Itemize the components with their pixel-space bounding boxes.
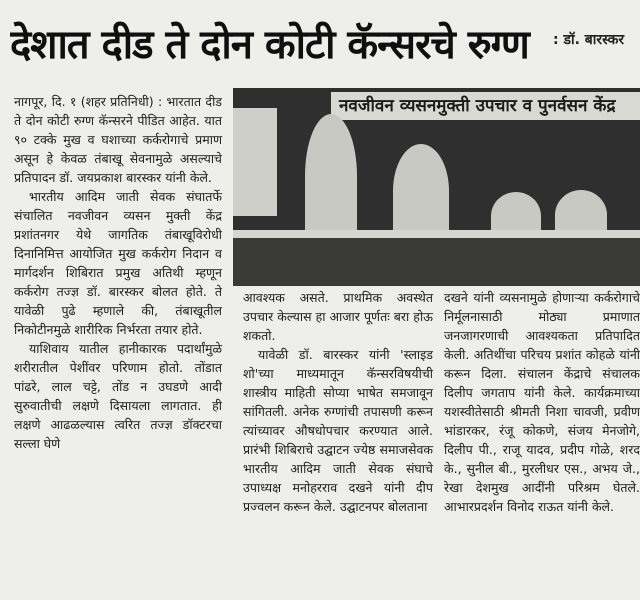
paragraph: आवश्यक असते. प्राथमिक अवस्थेत उपचार केल्यास हा आजार पूर्णतः बरा होऊ शकतो.: [243, 290, 433, 343]
paragraph: याशिवाय यातील हानीकारक पदार्थांमुळे शरीरातील पेशींवर परिणाम होतो. तोंडात पांढरे, लाल चट्टे, तोंड न उघडणे आदी सुरुवातीची लक्षणे दिसायला लागतात. ही लक्षणे आढळल्यास त्वरित तज्ज्ञ डॉक्टरचा सल्ला घेणे: [14, 341, 222, 451]
person-seated: [393, 144, 449, 238]
wall-board: [233, 108, 277, 216]
person-standing: [305, 114, 357, 238]
paragraph: यावेळी डॉ. बारस्कर यांनी 'स्लाइड शो'च्या माध्यमातून कॅन्सरविषयीची शास्त्रीय माहिती सोप्या भाषेत समजावून सांगितली. अनेक रुग्णांची तपासणी करून त्यांच्यावर औषधोपचार करण्यात आले. प्रारंभी शिबिराचे उद्घाटन ज्येष्ठ समाजसेवक भारतीय आदिम जाती सेवक संघाचे उपाध्यक्ष मनोहरराव दखने यांनी दीप प्रज्वलन करून केले. उद्घाटनपर बोलताना: [243, 347, 433, 514]
article-column-1: [14, 92, 222, 453]
paragraph: दखने यांनी व्यसनामुळे होणाऱ्या कर्करोगाचे निर्मूलनासाठी मोठ्या प्रमाणात जनजागरणाची आवश्यकता प्रतिपादित केली. अतिथींचा परिचय प्रशांत कोहळे यांनी करून दिला. संचालन केंद्राचे संचालक दिलीप जगताप यांनी केले. कार्यक्रमाच्या यशस्वीतेसाठी श्रीमती निशा चावजी, प्रवीण भांडारकर, रंजू कोकणे, संजय मेनजोगे, दिलीप पी., राजू यादव, प्रदीप गोळे, शरद के., सुनील बी., मुरलीधर एस., अभय जे., रेखा देशमुख आदींनी परिश्रम घेतले. आभारप्रदर्शन विनोद राऊत यांनी केले.: [444, 290, 640, 514]
article-column-2: [243, 288, 433, 516]
photo-banner: नवजीवन व्यसनमुक्ती उपचार व पुनर्वसन केंद्र: [331, 92, 640, 120]
paragraph: नागपूर, दि. १ (शहर प्रतिनिधी) : भारतात दीड ते दोन कोटी रुग्ण कॅन्सरने पीडित आहेत. यात ९० टक्के मुख व घशाच्या कर्करोगाचे प्रमाण असून हे केवळ तंबाखू सेवनामुळे असल्याचे प्रतिपादन डॉ. जयप्रकाश बारस्कर यांनी केले.: [14, 94, 222, 185]
headline: देशात दीड ते दोन कोटी कॅन्सरचे रुग्ण: [10, 22, 529, 68]
table: [233, 238, 640, 286]
article-column-3: [444, 288, 640, 516]
paragraph: भारतीय आदिम जाती सेवक संघातर्फे संचालित नवजीवन व्यसन मुक्ती केंद्र प्रशांतनगर येथे जागतिक तंबाखूविरोधी दिनानिमित्त आयोजित मुख कर्करोग निदान व मार्गदर्शन शिबिरात प्रमुख अतिथी म्हणून कर्करोग तज्ज्ञ डॉ. बारस्कर बोलत होते. ते यावेळी पुढे म्हणाले की, तंबाखूतील निकोटीनमुळे शारीरिक निर्भरता तयार होते.: [14, 189, 222, 337]
event-photo: [233, 88, 640, 286]
byline: : डॉ. बारस्कर: [553, 32, 625, 48]
